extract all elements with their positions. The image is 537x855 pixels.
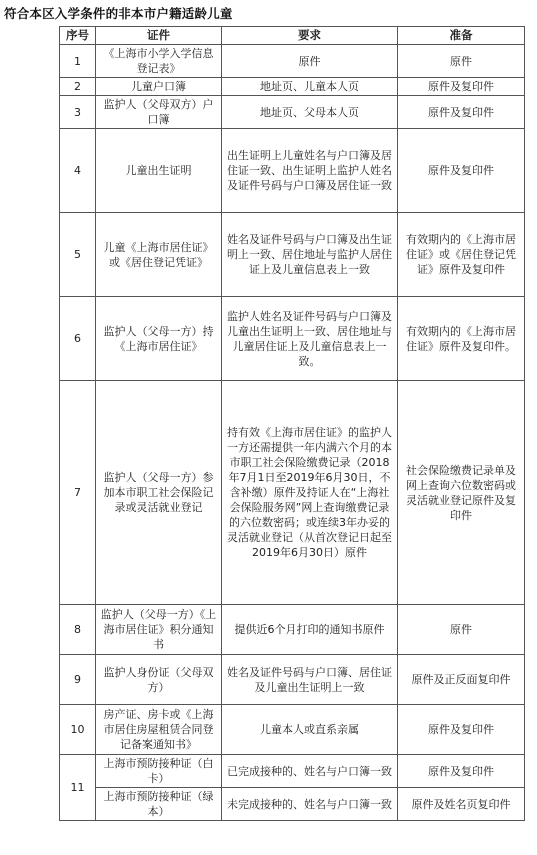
table-row	[60, 129, 525, 213]
row-no: 1	[60, 45, 96, 78]
row-no: 7	[60, 381, 96, 605]
row-requirement: 监护人姓名及证件号码与户口簿及儿童出生证明上一致、居住地址与儿童居住证上及儿童信息表上一致。	[222, 297, 398, 381]
row-document: 儿童《上海市居住证》或《居住登记凭证》	[96, 213, 222, 297]
table-row	[60, 605, 525, 655]
row-document: 上海市预防接种证（绿本）	[96, 788, 222, 821]
row-preparation: 原件及姓名页复印件	[398, 788, 525, 821]
row-requirement: 未完成接种的、姓名与户口簿一致	[222, 788, 398, 821]
row-no: 5	[60, 213, 96, 297]
table-row	[60, 755, 525, 788]
header-preparation: 准备	[398, 27, 525, 45]
row-requirement: 地址页、儿童本人页	[222, 78, 398, 96]
header-document: 证件	[96, 27, 222, 45]
row-requirement: 持有效《上海市居住证》的监护人一方还需提供一年内满六个月的本市职工社会保险缴费记录（2018年7月1日至2019年6月30日，不含补缴）原件及持证人在“上海社会保险服务网”网上查询缴费记录的六位数密码；或连续3年办妥的灵活就业登记（从首次登记日起至2019年6月30日）原件	[222, 381, 398, 605]
row-no: 10	[60, 705, 96, 755]
row-preparation: 原件及复印件	[398, 96, 525, 129]
row-preparation: 原件及复印件	[398, 129, 525, 213]
row-no: 4	[60, 129, 96, 213]
row-document: 儿童出生证明	[96, 129, 222, 213]
row-preparation: 原件	[398, 45, 525, 78]
row-document: 监护人身份证（父母双方）	[96, 655, 222, 705]
row-requirement: 已完成接种的、姓名与户口簿一致	[222, 755, 398, 788]
header-no: 序号	[60, 27, 96, 45]
row-preparation: 原件	[398, 605, 525, 655]
table-row	[60, 213, 525, 297]
row-preparation: 社会保险缴费记录单及网上查询六位数密码或灵活就业登记原件及复印件	[398, 381, 525, 605]
row-no: 8	[60, 605, 96, 655]
row-requirement: 姓名及证件号码与户口簿、居住证及儿童出生证明上一致	[222, 655, 398, 705]
row-requirement: 原件	[222, 45, 398, 78]
table-row	[60, 45, 525, 78]
page-title: 符合本区入学条件的非本市户籍适龄儿童	[4, 6, 233, 21]
row-requirement: 儿童本人或直系亲属	[222, 705, 398, 755]
row-preparation: 有效期内的《上海市居住证》原件及复印件。	[398, 297, 525, 381]
row-preparation: 原件及复印件	[398, 755, 525, 788]
row-no: 3	[60, 96, 96, 129]
header-requirement: 要求	[222, 27, 398, 45]
row-document: 监护人（父母双方）户口簿	[96, 96, 222, 129]
row-preparation: 原件及复印件	[398, 705, 525, 755]
table-row	[60, 78, 525, 96]
table-row	[60, 381, 525, 605]
table-row	[60, 655, 525, 705]
row-no: 9	[60, 655, 96, 705]
row-no: 2	[60, 78, 96, 96]
row-requirement: 出生证明上儿童姓名与户口簿及居住证一致、出生证明上监护人姓名及证件号码与户口簿及居住证一致	[222, 129, 398, 213]
row-preparation: 原件及复印件	[398, 78, 525, 96]
requirements-table	[59, 26, 525, 821]
row-no: 11	[60, 755, 96, 821]
table-header-row	[60, 27, 525, 45]
row-preparation: 有效期内的《上海市居住证》或《居住登记凭证》原件及复印件	[398, 213, 525, 297]
table-row	[60, 788, 525, 821]
row-document: 房产证、房卡或《上海市居住房屋租赁合同登记备案通知书》	[96, 705, 222, 755]
table-row	[60, 96, 525, 129]
row-requirement: 姓名及证件号码与户口簿及出生证明上一致、居住地址与监护人居住证上及儿童信息表上一致	[222, 213, 398, 297]
row-preparation: 原件及正反面复印件	[398, 655, 525, 705]
row-document: 《上海市小学入学信息登记表》	[96, 45, 222, 78]
row-no: 6	[60, 297, 96, 381]
table-row	[60, 297, 525, 381]
row-document: 上海市预防接种证（白卡）	[96, 755, 222, 788]
row-document: 监护人（父母一方）《上海市居住证》积分通知书	[96, 605, 222, 655]
row-requirement: 地址页、父母本人页	[222, 96, 398, 129]
row-document: 监护人（父母一方）持《上海市居住证》	[96, 297, 222, 381]
row-document: 监护人（父母一方）参加本市职工社会保险记录或灵活就业登记	[96, 381, 222, 605]
row-document: 儿童户口簿	[96, 78, 222, 96]
row-requirement: 提供近6个月打印的通知书原件	[222, 605, 398, 655]
table-row	[60, 705, 525, 755]
